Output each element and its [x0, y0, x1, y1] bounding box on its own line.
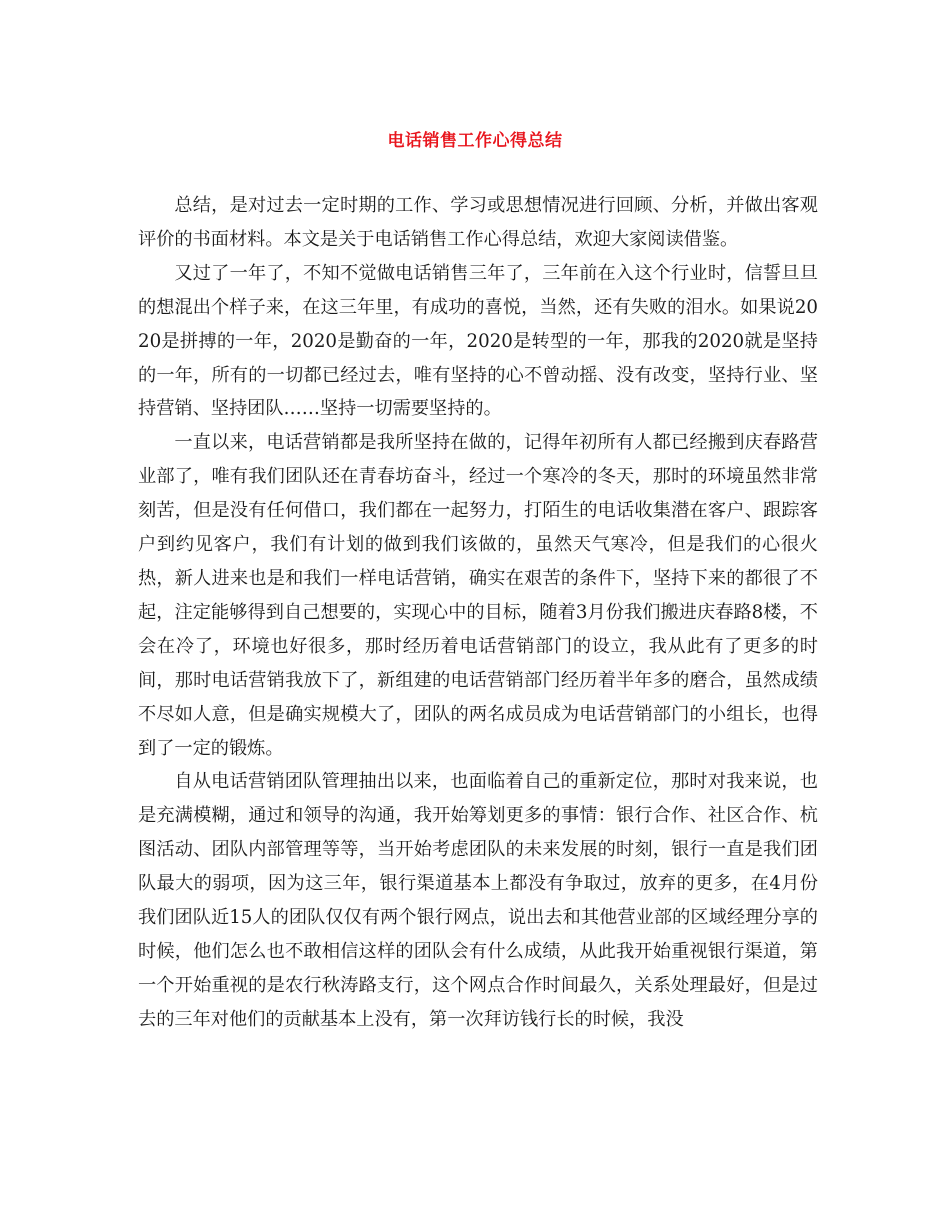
paragraph-2: 又过了一年了，不知不觉做电话销售三年了，三年前在入这个行业时，信誓旦旦的想混出个样子来，在这三年里，有成功的喜悦，当然，还有失败的泪水。如果说2020是拼搏的一年，2020是勤奋的一年，2020是转型的一年，那我的2020就是坚持的一年，所有的一切都已经过去，唯有坚持的心不曾动摇、没有改变，坚持行业、坚持营销、坚持团队……坚持一切需要坚持的。: [138, 262, 818, 420]
paragraph-3: 一直以来，电话营销都是我所坚持在做的，记得年初所有人都已经搬到庆春路营业部了，唯有我们团队还在青春坊奋斗，经过一个寒冷的冬天，那时的环境虽然非常刻苦，但是没有任何借口，我们都在一起努力，打陌生的电话收集潜在客户、跟踪客户到约见客户，我们有计划的做到我们该做的，虽然天气寒冷，但是我们的心很火热，新人进来也是和我们一样电话营销，确实在艰苦的条件下，坚持下来的都很了不起，注定能够得到自己想要的，实现心中的目标，随着3月份我们搬进庆春路8楼，不会在冷了，环境也好很多，那时经历着电话营销部门的设立，我从此有了更多的时间，那时电话营销我放下了，新组建的电话营销部门经历着半年多的磨合，虽然成绩不尽如人意，但是确实规模大了，团队的两名成员成为电话营销部门的小组长，也得到了一定的锻炼。: [138, 432, 818, 759]
paragraph-1: 总结，是对过去一定时期的工作、学习或思想情况进行回顾、分析，并做出客观评价的书面材料。本文是关于电话销售工作心得总结，欢迎大家阅读借鉴。: [138, 195, 818, 250]
document-title: 电话销售工作心得总结: [387, 131, 563, 151]
document-body: [138, 189, 818, 1037]
paragraph-4: 自从电话营销团队管理抽出以来，也面临着自己的重新定位，那时对我来说，也是充满模糊，通过和领导的沟通，我开始筹划更多的事情：银行合作、社区合作、杭图活动、团队内部管理等等，当开始考虑团队的未来发展的时刻，银行一直是我们团队最大的弱项，因为这三年，银行渠道基本上都没有争取过，放弃的更多，在4月份我们团队近15人的团队仅仅有两个银行网点，说出去和其他营业部的区域经理分享的时候，他们怎么也不敢相信这样的团队会有什么成绩，从此我开始重视银行渠道，第一个开始重视的是农行秋涛路支行，这个网点合作时间最久，关系处理最好，但是过去的三年对他们的贡献基本上没有，第一次拜访钱行长的时候，我没: [138, 771, 818, 1030]
